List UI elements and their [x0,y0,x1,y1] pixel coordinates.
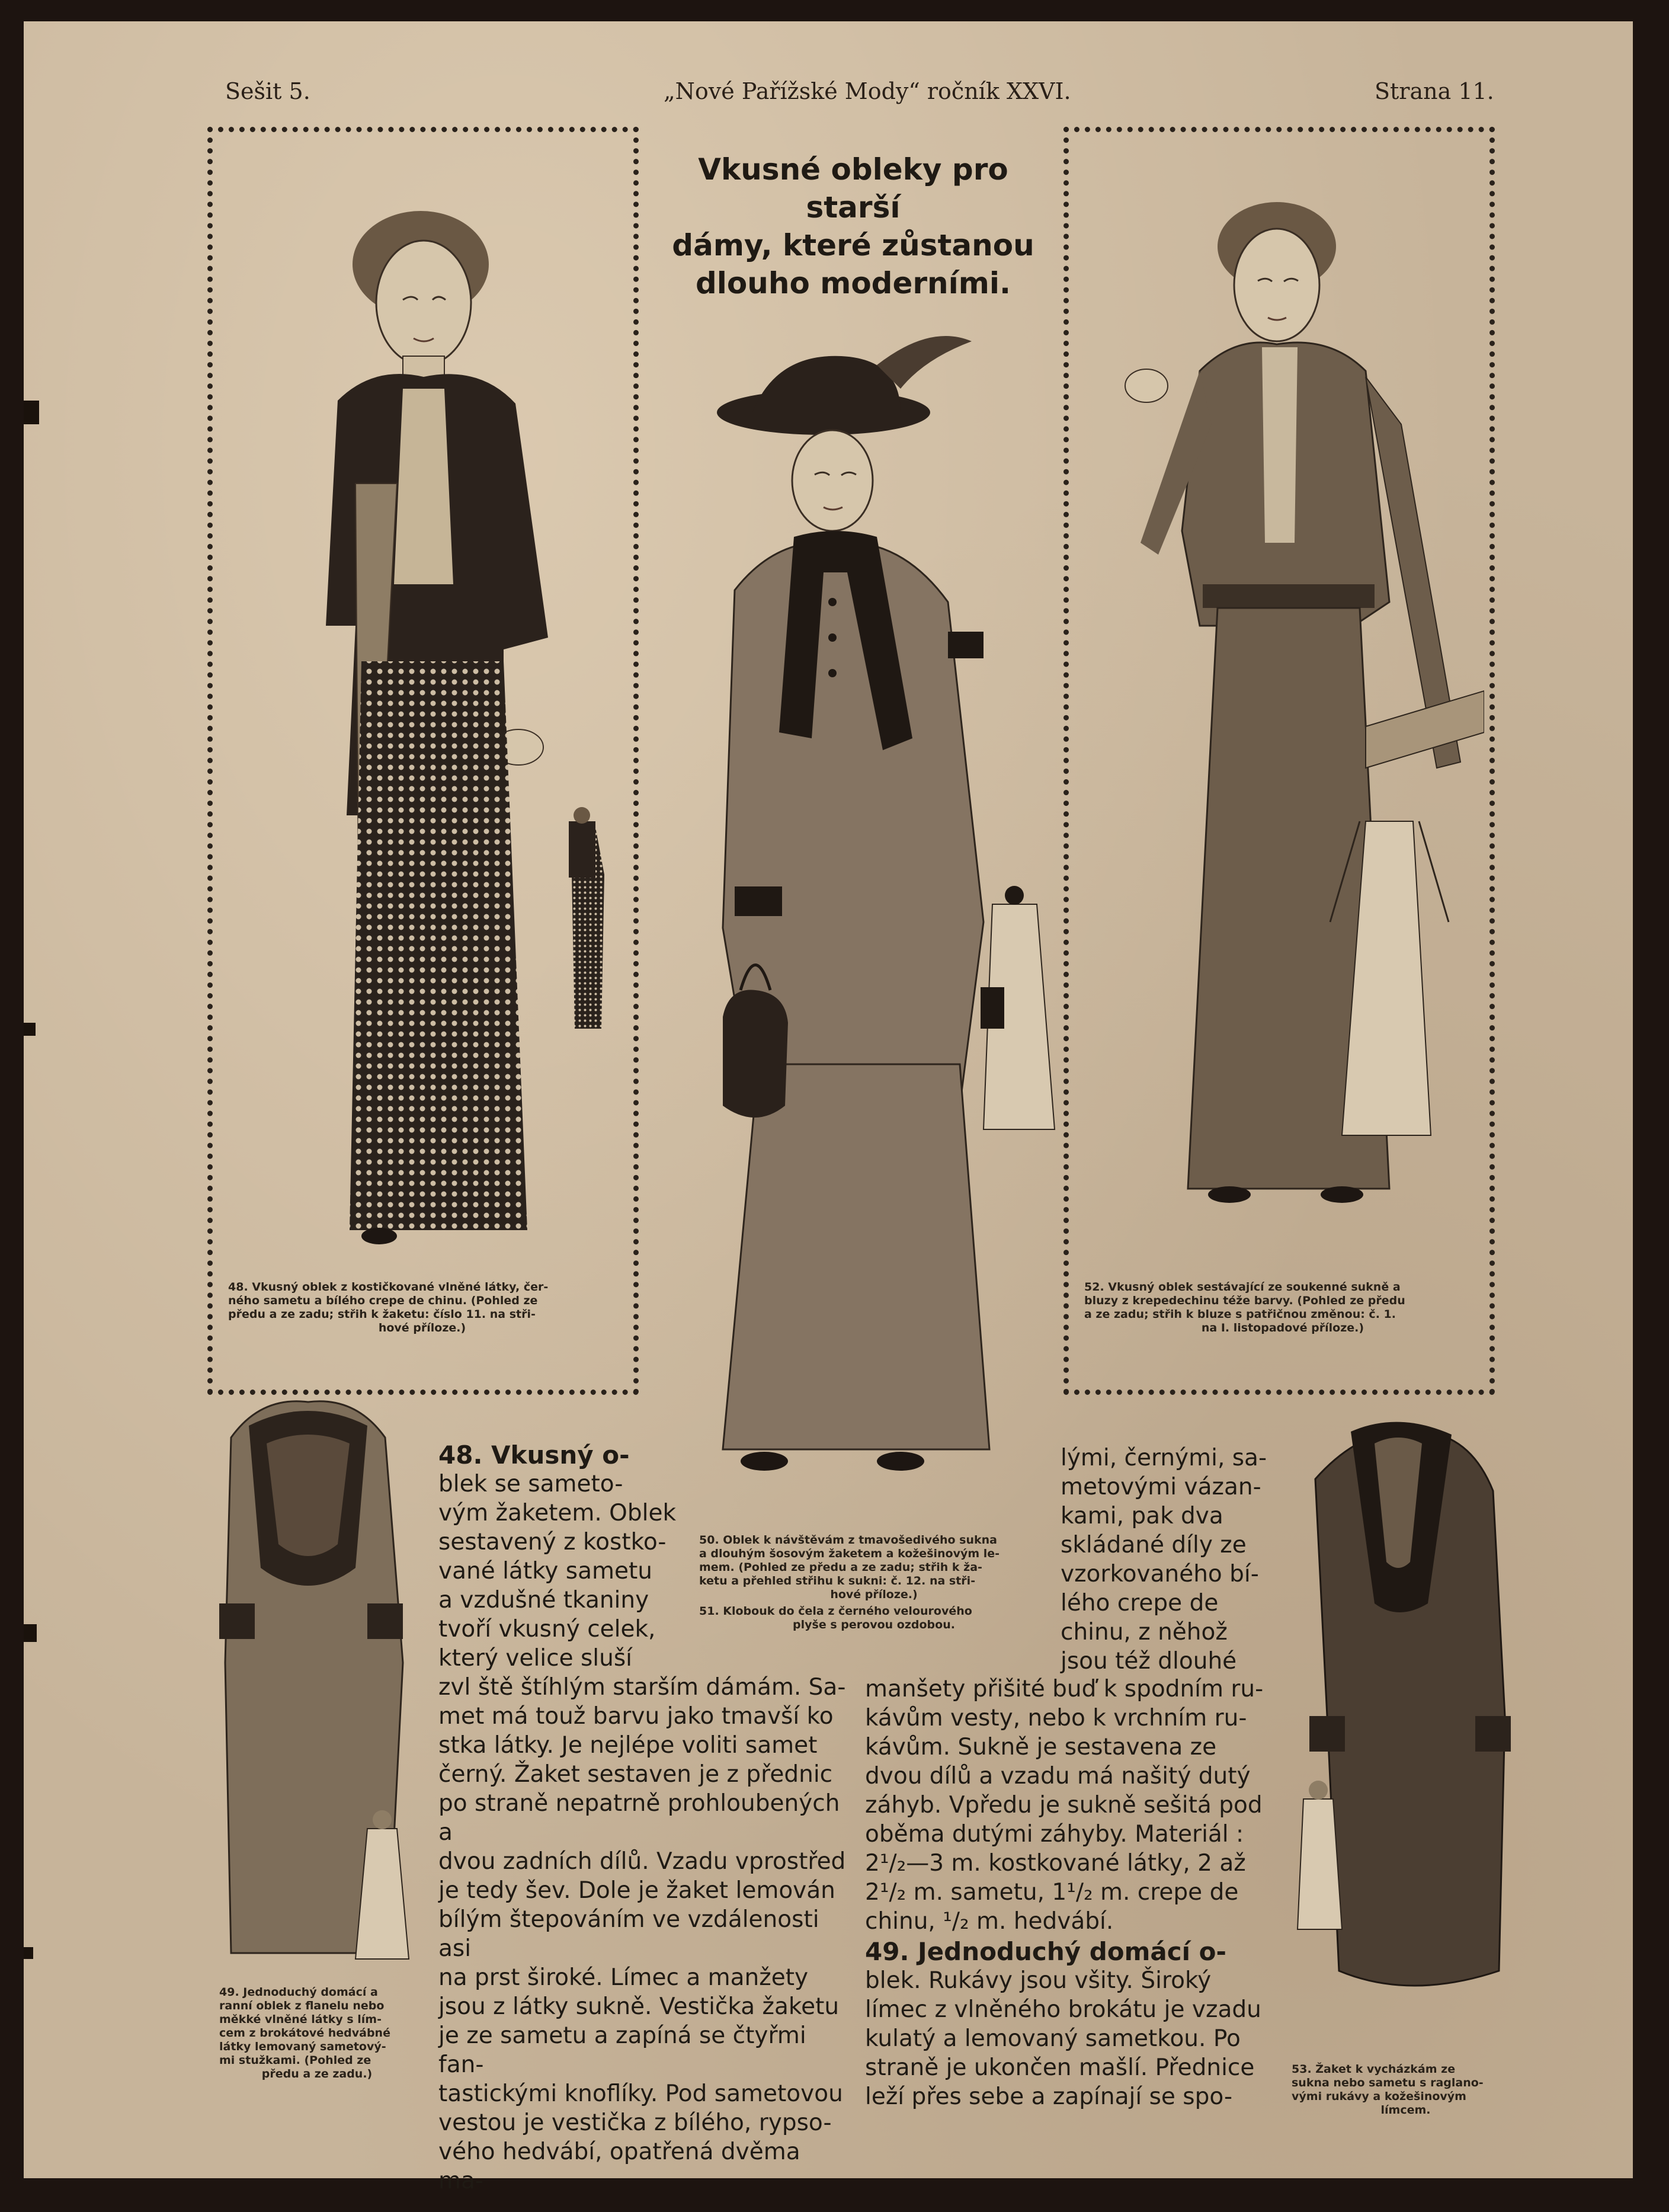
figure-52-illustration [1081,175,1484,1260]
figure-49-illustration [207,1390,433,1977]
magazine-page [24,21,1633,2194]
binding-mark [24,1624,37,1642]
caption-figure-48: 48. Vkusný oblek z kostičkované vlněné látky, čer- ného sametu a bílého crepe de chinu. (Pohled ze předu a ze zadu; střih k žaketu: číslo 11. na stři- hové příloze.) [228,1281,549,1334]
magazine-title: „Nové Pařížské Mody“ ročník XXVI. [664,78,1071,104]
article-column-2-top: lými, černými, sa- metovými vázan- kami, pak dva skládané díly ze vzorkovaného bí- lého crepe de chinu, z něhož jsou též dlouhé [1061,1445,1267,1675]
binding-mark [24,401,39,424]
issue-number: Sešit 5. [225,78,310,104]
article-column-2-middle: manšety přišité buď k spodním ru- kávům vesty, nebo k vrchním ru- kávům. Sukně je sestavena ze dvou dílů a vzadu má našitý dutý záhyb. Vpředu je sukně sešitá pod oběma dutými záhyby. Materiál : 2¹/₂—3 m. kostkované látky, 2 až 2¹/₂ m. sametu, 1¹/₂ m. crepe de chinu, ¹/₂ m. hedvábí. [865,1676,1264,1935]
title-line-3: dlouho moderními. [695,266,1011,300]
title-line-2: dámy, které zůstanou [672,228,1034,263]
figure-48-illustration [225,175,628,1260]
caption-figure-51: 51. Klobouk do čela z černého velourového plyše s perovou ozdobou. [699,1605,972,1631]
figure-53-illustration [1280,1408,1517,2000]
caption-figure-53: 53. Žaket k vycházkám ze sukna nebo sametu s raglano- vými rukávy a kožešinovým límcem. [1292,2063,1484,2117]
article-column-1-top: 48. Vkusný o- blek se sameto- vým žaketem. Oblek sestavený z kostko- vané látky sametu a vzdušné tkaniny tvoří vkusný celek, který velice sluší [438,1440,677,1672]
title-line-1: Vkusné obleky pro starší [698,152,1008,225]
page-number: Strana 11. [1375,78,1494,104]
figure-50-illustration [652,324,1066,1503]
caption-figure-50: 50. Oblek k návštěvám z tmavošedivého sukna a dlouhým šosovým žaketem a kožešinovým le- mem. (Pohled ze předu a ze zadu; střih k ža- ketu a přehled střihu k sukni: č. 12. na stři- hové příloze.) [699,1534,1000,1601]
article-column-2-bottom: 49. Jednoduchý domácí o- blek. Rukávy jsou všity. Široký límec z vlněného brokátu je vzadu kulatý a lemovaný sametkou. Po straně je ukončen mašlí. Přednice leží přes sebe a zapínají se spo- [865,1937,1261,2110]
caption-figure-49: 49. Jednoduchý domácí a ranní oblek z flanelu nebo měkké vlněné látky s lím- cem z brokátové hedvábné látky lemovaný sametový- mi stužkami. (Pohled ze předu a ze zadu.) [219,1986,390,2080]
article-column-1-bottom: zvl ště štíhlým starším dámám. Sa- met má touž barvu jako tmavší ko stka látky. Je nejlépe voliti samet černý. Žaket sestaven je z přednic po straně nepatrně prohloubených a dvou zadních dílů. Vzadu vprostřed je tedy šev. Dole je žaket lemován bílým štepováním ve vzdálenosti asi na prst široké. Límec a manžety jsou z látky sukně. Vestička žaketu je ze sametu a zapíná se čtyřmi fan- tastickými knoflíky. Pod sametovou vestou je vestička z bílého, rypso- vého hedvábí, opatřená dvěma ma- [438,1674,846,2194]
caption-figure-52: 52. Vkusný oblek sestávající ze soukenné sukně a bluzy z krepedechinu téže barvy. (Pohled ze předu a ze zadu; střih k bluze s patřičnou změnou: č. 1. na I. listopadové příloze.) [1084,1281,1405,1334]
page-title [652,151,1055,302]
binding-mark [24,1023,36,1036]
binding-mark [24,1947,33,1959]
